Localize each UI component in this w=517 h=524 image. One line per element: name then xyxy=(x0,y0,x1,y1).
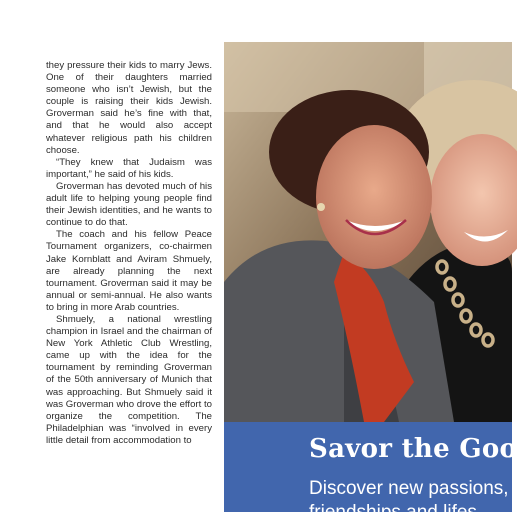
promo-subtitle: Discover new passions, xyxy=(309,478,509,499)
article-paragraph: they pressure their kids to marry Jews. One of their daughters married someone who isn’t Jewish, but the couple is raising their kids Jewish. Groverman said he’s fine with that, and that he would also accept whatever religious path his children choose. xyxy=(46,60,212,156)
article-text-column xyxy=(46,60,212,447)
promo-subtitle-line2: friendships and lifes xyxy=(309,502,477,523)
article-paragraph: “They knew that Judaism was important,” he said of his kids. xyxy=(46,156,212,180)
article-paragraph: Groverman has devoted much of his adult life to helping young people find their Jewish identities, and he wants to continue to do that. xyxy=(46,180,212,229)
promo-banner xyxy=(224,422,517,523)
article-paragraph: The coach and his fellow Peace Tournament organizers, co-chairmen Jake Kornblatt and Aviram Shmuely, are already planning the next tournament. Groverman said it may be annual or semi-annual. He also wants to bring in more Arab countries. xyxy=(46,229,212,313)
two-smiling-women-photo xyxy=(224,42,512,422)
article-paragraph: Shmuely, a national wrestling champion in Israel and the chairman of New York Athletic Club Wrestling, came up with the idea for the tournament by reminding Groverman of the 50th anniversary of Munich that was approaching. But Shmuely said it was Groverman who drove the effort to organize the competition. The Philadelphian was “involved in every little detail from accommodation to xyxy=(46,313,212,446)
promo-title: Savor the Goo xyxy=(309,434,517,464)
